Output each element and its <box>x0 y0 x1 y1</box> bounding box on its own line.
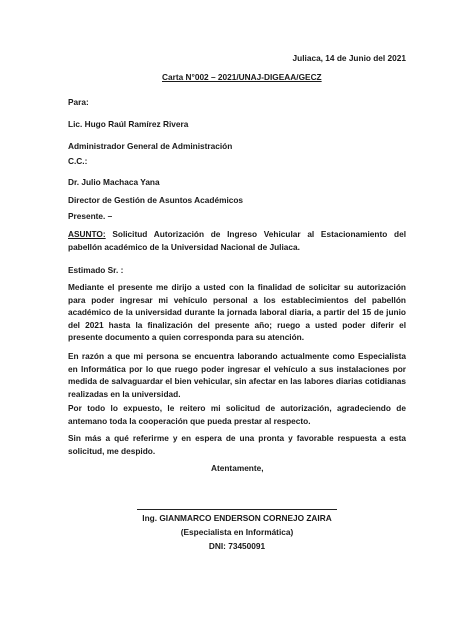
body-paragraph-4: Sin más a qué referirme y en espera de una pronta y favorable respuesta a esta solicitud, me despido. <box>68 433 406 456</box>
signer-dni: DNI: 73450091 <box>208 541 266 551</box>
date-line: Juliaca, 14 de Junio del 2021 <box>292 53 406 63</box>
subject-label: ASUNTO: <box>68 229 106 239</box>
presente-line: Presente. – <box>68 211 113 221</box>
signer-name: Ing. GIANMARCO ENDERSON CORNEJO ZAIRA <box>142 513 332 523</box>
recipient-title: Administrador General de Administración <box>68 141 233 151</box>
cc-title: Director de Gestión de Asuntos Académicos <box>68 195 244 205</box>
salutation: Estimado Sr. : <box>68 265 124 275</box>
cc-label: C.C.: <box>68 156 88 166</box>
signer-role: (Especialista en Informática) <box>180 527 294 537</box>
subject-paragraph <box>68 228 406 253</box>
body-paragraph-3: Por todo lo expuesto, le reitero mi solicitud de autorización, agradeciendo de antemano toda la cooperación que pueda prestar al respecto. <box>68 403 406 426</box>
cc-name: Dr. Julio Machaca Yana <box>68 177 160 187</box>
body-paragraph-1: Mediante el presente me dirijo a usted con la finalidad de solicitar su autorización para poder ingresar mi vehículo personal a los establecimientos del pabellón académico de la universidad durante la jornada laboral diaria, a partir del 15 de junio del 2021 hasta la finalización del presente año; ruego a usted poder diferir el presente documento a quien corresponda para su atención. <box>68 282 406 342</box>
recipient-name: Lic. Hugo Raúl Ramírez Rivera <box>68 119 189 129</box>
closing: Atentamente, <box>211 463 264 473</box>
subject-text: Solicitud Autorización de Ingreso Vehicular al Estacionamiento del pabellón académico de la Universidad Nacional de Juliaca. <box>68 229 406 252</box>
para-label: Para: <box>68 97 89 107</box>
signature-line <box>137 509 337 510</box>
body-paragraph-2: En razón a que mi persona se encuentra laborando actualmente como Especialista en Informática por lo que ruego poder ingresar el vehículo a sus instalaciones por medida de salvaguardar el bien vehicular, sin afectar en las labores diarias cotidianas realizadas en la universidad. <box>68 351 407 399</box>
letter-reference: Carta N°002 – 2021/UNAJ-DIGEAA/GECZ <box>162 72 322 82</box>
